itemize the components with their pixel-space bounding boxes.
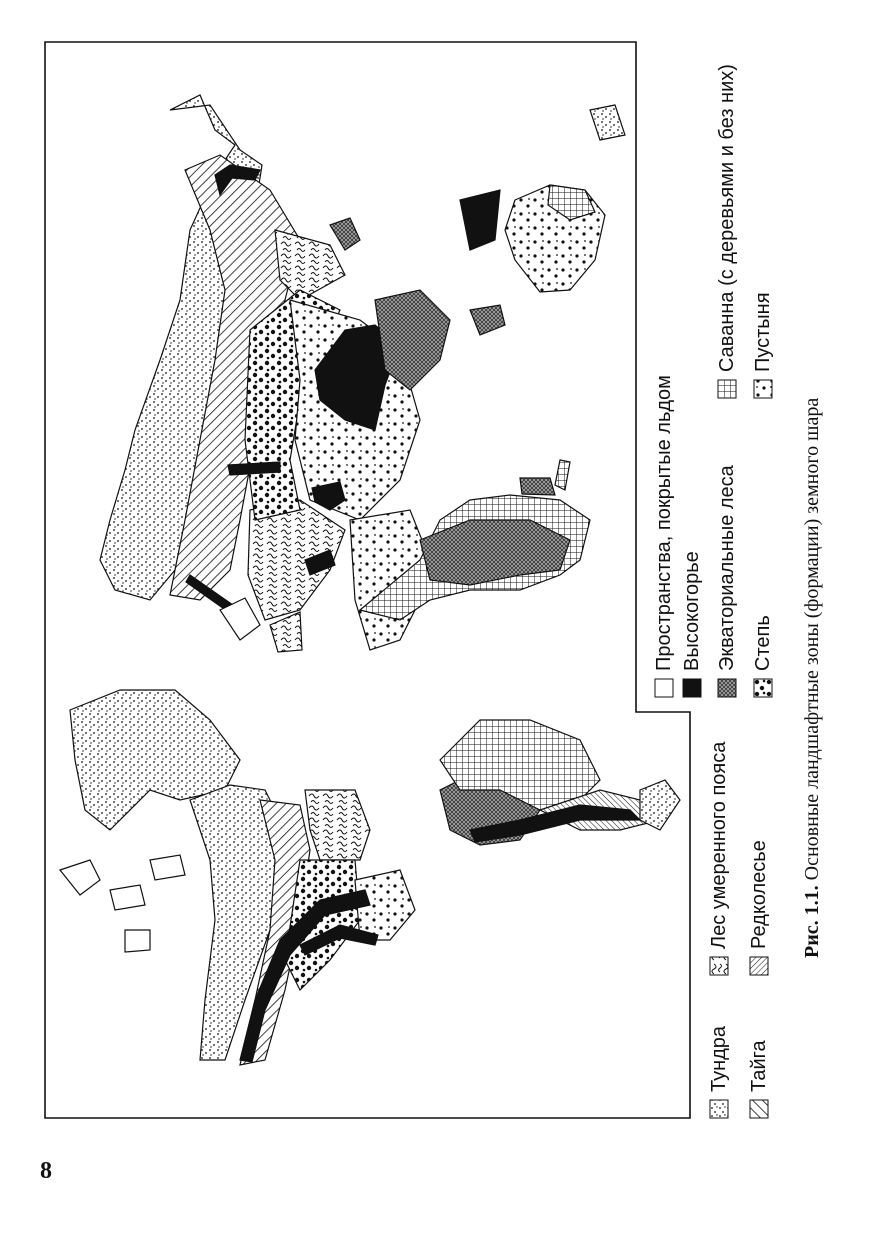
legend-label-equatorial-forest: Экваториальные леса	[716, 465, 738, 671]
legend-label-temperate-forest: Лес умеренного пояса	[708, 741, 730, 949]
legend-swatch-steppe	[754, 679, 772, 697]
legend-swatch-woodland	[750, 957, 768, 975]
legend-swatch-ice	[655, 679, 673, 697]
legend-swatch-equatorial-forest	[718, 679, 736, 697]
legend-swatch-taiga	[750, 1100, 768, 1118]
legend-label-tundra: Тундра	[708, 1025, 730, 1092]
svg-text:Рис. 1.1. Основные ландшафтные	[801, 398, 823, 958]
legend-label-woodland: Редколесье	[748, 840, 770, 949]
legend-label-highlands: Высокогорье	[681, 551, 703, 671]
legend-label-desert: Пустыня	[752, 292, 774, 372]
legend-swatch-savanna	[718, 380, 736, 398]
legend-label-ice: Пространства, покрытые льдом	[653, 375, 675, 671]
page-number: 8	[40, 1158, 52, 1184]
legend-label-savanna: Саванна (с деревьями и без них)	[716, 64, 738, 372]
caption-text: Основные ландшафтные зоны (формации) земного шара	[801, 397, 823, 886]
caption-label: Рис. 1.1.	[801, 885, 823, 958]
legend-label-steppe: Степь	[752, 615, 774, 671]
legend-swatch-desert	[754, 380, 772, 398]
legend-swatch-highlands	[683, 679, 701, 697]
island-philippines	[520, 478, 555, 495]
legend-swatch-temperate-forest	[710, 957, 728, 975]
figure-caption	[801, 398, 823, 958]
legend-swatch-tundra	[710, 1100, 728, 1118]
zone-highlands-urals	[228, 462, 280, 475]
legend-label-taiga: Тайга	[748, 1040, 770, 1092]
